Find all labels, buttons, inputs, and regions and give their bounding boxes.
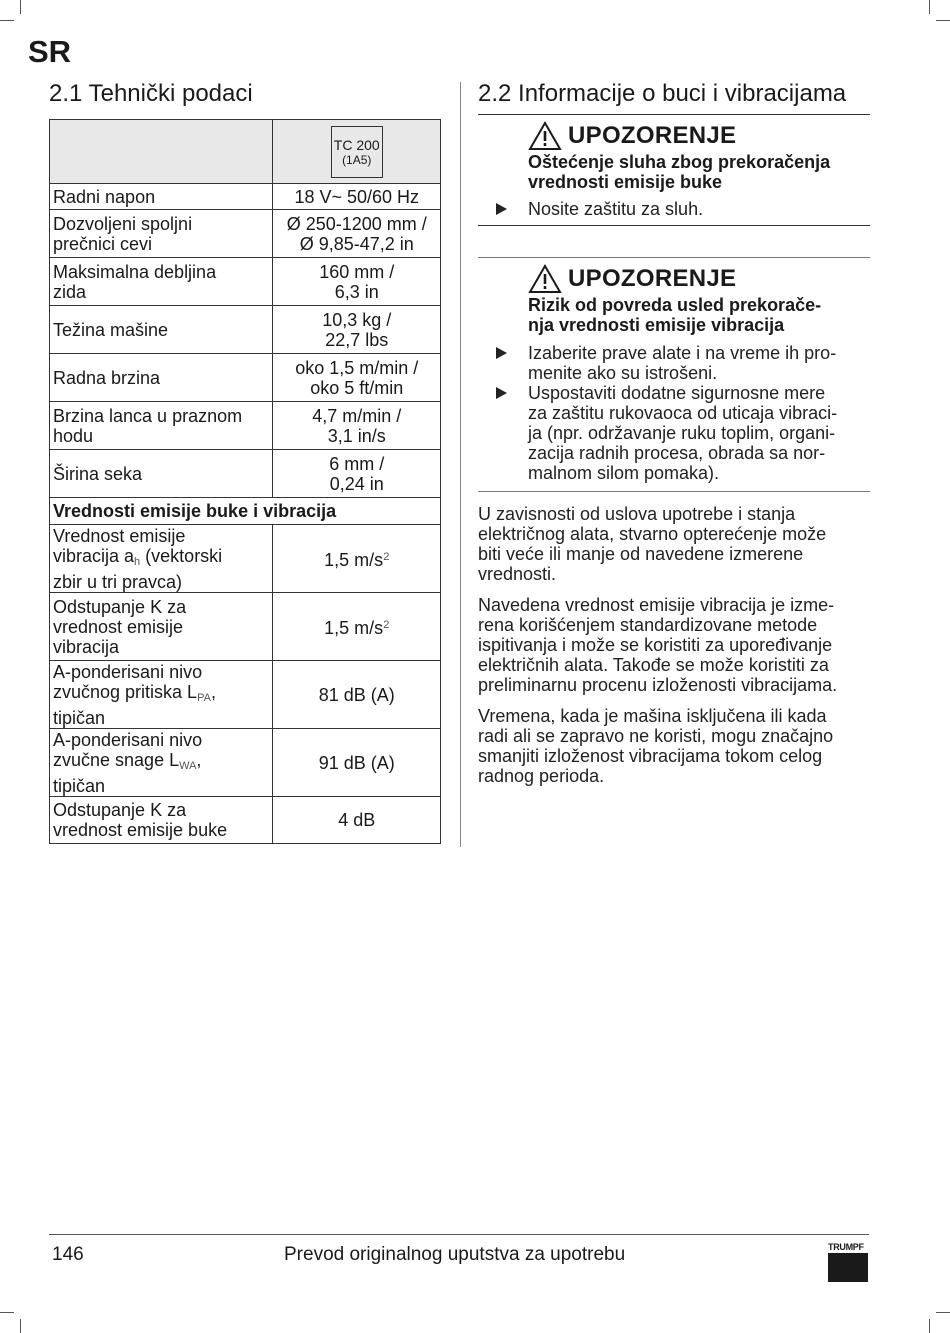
row-value [273, 354, 441, 402]
row-value [273, 210, 441, 258]
paragraph [478, 595, 870, 695]
language-code: SR [28, 34, 72, 69]
row-label [50, 729, 273, 797]
table-row [50, 258, 441, 306]
row-value [273, 525, 441, 593]
table-row [50, 450, 441, 498]
row-value [273, 258, 441, 306]
label-line: prečnici cevi [53, 233, 153, 254]
emission-section-title: Vrednosti emisije buke i vibracija [50, 498, 441, 525]
warning-title [528, 264, 736, 294]
value-line: 3,1 in/s [327, 425, 386, 446]
label-line: Odstupanje K za [53, 596, 187, 617]
row-label [50, 258, 273, 306]
row-label: Težina mašine [50, 306, 273, 354]
table-row [50, 354, 441, 402]
row-value [273, 593, 441, 661]
warning-title-text: UPOZORENJE [568, 122, 737, 149]
label-line: vibracija [53, 636, 120, 657]
label-line: Vrednost emisije [53, 525, 186, 546]
superscript: 2 [383, 551, 390, 563]
bullet-arrow-icon [496, 387, 507, 399]
value-line: Ø 250-1200 mm / [286, 213, 427, 234]
row-label [50, 593, 273, 661]
paragraph-line: električnog alata, stvarno opterećenje može [478, 524, 827, 544]
crop-mark [0, 1312, 14, 1313]
bullet-text: Nosite zaštitu za sluh. [528, 199, 704, 219]
bullet-line: ja (npr. održavanje ruku toplim, organi- [528, 423, 836, 443]
page-number: 146 [52, 1244, 84, 1265]
row-value [273, 450, 441, 498]
label-line: zvučne snage L [53, 749, 180, 770]
table-row [50, 184, 441, 210]
subtitle-line: Rizik od povreda usled prekorače- [528, 295, 822, 315]
bullet-arrow-icon [496, 347, 507, 359]
table-header-empty-cell [50, 120, 273, 184]
row-label [50, 525, 273, 593]
table-section-row [50, 498, 441, 525]
paragraph-line: rena korišćenjem standardizovane metode [478, 615, 818, 635]
subtitle-line: vrednosti emisije buke [528, 172, 723, 192]
label-line: tipičan [53, 775, 106, 796]
paragraph-line: biti veće ili manje od navedene izmerene [478, 544, 804, 564]
bullet-line: za zaštitu rukovaoca od uticaja vibraci- [528, 403, 838, 423]
column-divider [460, 82, 461, 847]
divider [478, 257, 870, 258]
table-row [50, 402, 441, 450]
warning-triangle-icon [528, 264, 562, 294]
label-line: zbir u tri pravca) [53, 571, 183, 592]
value-line: oko 5 ft/min [310, 377, 404, 398]
row-label [50, 661, 273, 729]
label-line: , [196, 749, 202, 770]
model-name: TC 200 [333, 136, 380, 153]
table-row [50, 525, 441, 593]
superscript: 2 [383, 619, 390, 631]
divider [478, 225, 870, 226]
row-label: Radna brzina [50, 354, 273, 402]
divider [478, 114, 870, 115]
crop-mark [936, 20, 950, 21]
bullet-line: menite ako su istrošeni. [528, 363, 718, 383]
row-label: Radni napon [50, 184, 273, 210]
row-label: Širina seka [50, 450, 273, 498]
label-line: vrednost emisije [53, 616, 184, 637]
value-line: 6,3 in [334, 281, 379, 302]
paragraph-line: radnog perioda. [478, 766, 605, 786]
warning-triangle-icon [528, 121, 562, 151]
brand-logo-text: TRUMPF [828, 1242, 864, 1252]
warning-subtitle [528, 152, 870, 192]
row-value [273, 306, 441, 354]
brand-logo [828, 1242, 868, 1282]
label-line: zvučnog pritiska L [53, 681, 198, 702]
paragraph-line: Vremena, kada je mašina isključena ili kada [478, 706, 827, 726]
crop-mark [929, 1319, 930, 1333]
section-heading-technical-data: 2.1 Tehnički podaci [49, 80, 253, 107]
label-line: tipičan [53, 707, 106, 728]
bullet-text [528, 343, 870, 383]
table-row [50, 797, 441, 844]
footer-text: Prevod originalnog uputstva za upotrebu [284, 1244, 626, 1265]
value-line: 4,7 m/min / [312, 405, 402, 426]
paragraph-line: radi ali se zapravo ne koristi, mogu značajno [478, 726, 834, 746]
bullet-text [528, 383, 870, 483]
table-row [50, 593, 441, 661]
row-value: 4 dB [273, 797, 441, 844]
label-line: Brzina lanca u praznom [53, 405, 243, 426]
technical-data-table [49, 119, 441, 844]
label-line: , [210, 681, 216, 702]
row-value: 18 V~ 50/60 Hz [273, 184, 441, 210]
paragraph-line: U zavisnosti od uslova upotrebe i stanja [478, 504, 796, 524]
warning-subtitle [528, 295, 870, 335]
value-line: 22,7 lbs [325, 329, 389, 350]
row-label [50, 402, 273, 450]
bullet-line: Uspostaviti dodatne sigurnosne mere [528, 383, 826, 403]
subscript: h [134, 555, 141, 568]
label-line: A-ponderisani nivo [53, 729, 203, 750]
paragraph-line: ispitivanja i može se koristiti za upoređivanje [478, 635, 833, 655]
brand-logo-block [828, 1253, 868, 1282]
section-heading-noise-vibration: 2.2 Informacije o buci i vibracijama [478, 80, 847, 107]
label-line: (vektorski [140, 545, 223, 566]
value-line: Ø 9,85-47,2 in [299, 233, 414, 254]
row-value: 81 dB (A) [273, 661, 441, 729]
model-box [331, 126, 383, 178]
list-item [496, 199, 870, 219]
value-line: 6 mm / [329, 453, 385, 474]
value-text: 1,5 m/s [324, 550, 384, 570]
paragraph-line: vrednosti. [478, 564, 557, 584]
table-header-row [50, 120, 441, 184]
table-row [50, 661, 441, 729]
footer-divider [49, 1234, 869, 1235]
subscript: PA [197, 691, 211, 704]
row-label [50, 210, 273, 258]
divider [478, 491, 870, 492]
table-row [50, 729, 441, 797]
label-line: hodu [53, 425, 94, 446]
label-line: A-ponderisani nivo [53, 661, 203, 682]
crop-mark [929, 0, 930, 14]
paragraph-line: preliminarnu procenu izloženosti vibracijama. [478, 675, 838, 695]
value-line: oko 1,5 m/min / [295, 357, 419, 378]
bullet-line: zacija radnih procesa, obrada sa nor- [528, 443, 826, 463]
label-line: Maksimalna debljina [53, 261, 217, 282]
value-line: 160 mm / [319, 261, 395, 282]
model-code: (1A5) [342, 152, 372, 167]
bullet-arrow-icon [496, 203, 507, 215]
model-cell [273, 120, 441, 184]
label-line: vrednost emisije buke [53, 820, 228, 840]
crop-mark [20, 1319, 21, 1333]
table-row [50, 306, 441, 354]
paragraph-line: električnih alata. Takođe se može koristiti za [478, 655, 829, 675]
value-line: 10,3 kg / [322, 309, 392, 330]
subtitle-line: Oštećenje sluha zbog prekoračenja [528, 152, 831, 172]
label-line: zida [53, 281, 87, 302]
value-line: 0,24 in [329, 473, 384, 494]
warning-title [528, 121, 736, 151]
list-item [496, 383, 870, 483]
label-line: Odstupanje K za [53, 800, 187, 820]
value-text: 1,5 m/s [324, 618, 384, 638]
label-line: Dozvoljeni spoljni [53, 213, 193, 234]
paragraph [478, 504, 870, 584]
row-label [50, 797, 273, 844]
warning-title-text: UPOZORENJE [568, 265, 737, 292]
paragraph [478, 706, 870, 786]
crop-mark [0, 20, 14, 21]
row-value [273, 402, 441, 450]
subtitle-line: nja vrednosti emisije vibracija [528, 315, 785, 335]
paragraph-line: Navedena vrednost emisije vibracija je izme- [478, 595, 835, 615]
table-row [50, 210, 441, 258]
bullet-line: malnom silom pomaka). [528, 463, 720, 483]
label-line: vibracija a [53, 545, 135, 566]
crop-mark [936, 1312, 950, 1313]
bullet-line: Izaberite prave alate i na vreme ih pro- [528, 343, 837, 363]
row-value: 91 dB (A) [273, 729, 441, 797]
list-item [496, 343, 870, 383]
crop-mark [20, 0, 21, 14]
subscript: WA [179, 759, 197, 772]
paragraph-line: smanjiti izloženost vibracijama tokom celog [478, 746, 823, 766]
